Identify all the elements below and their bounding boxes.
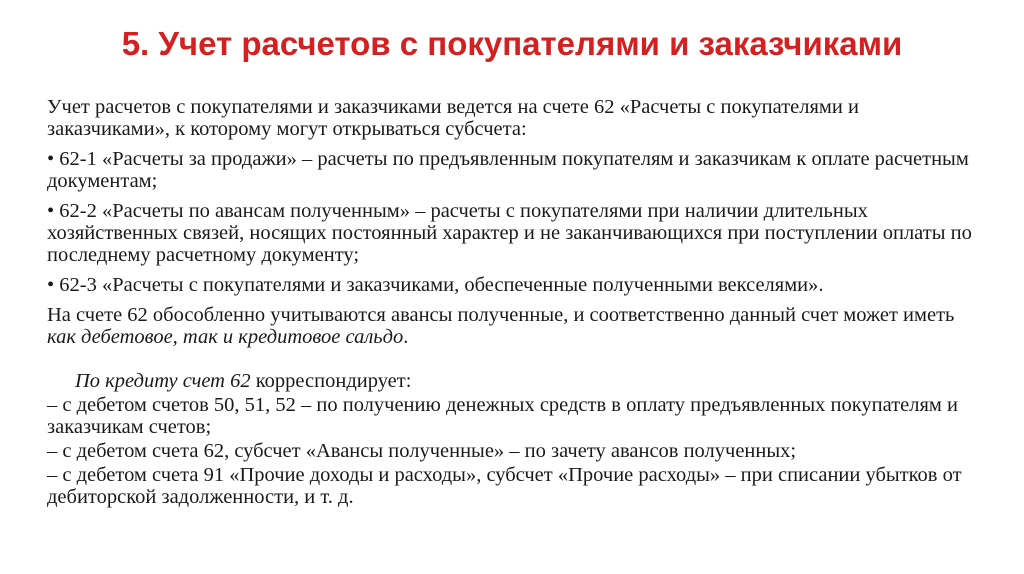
credit-italic: По кредиту счет 62 xyxy=(75,370,251,392)
separate-italic: как дебетовое, так и кредитовое сальдо xyxy=(47,326,404,348)
intro-paragraph: Учет расчетов с покупателями и заказчиками ведется на счете 62 «Расчеты с покупателями и заказчиками», к которому могут открываться субсчета: xyxy=(47,96,859,140)
separate-text: На счете 62 обособленно учитываются авансы полученные, и соответственно данный счет может иметь xyxy=(47,304,955,326)
bullet-62-1: • 62-1 «Расчеты за продажи» – расчеты по предъявленным покупателям и заказчикам к оплате расчетным документам; xyxy=(47,148,969,192)
entry-debit-91: – с дебетом счета 91 «Прочие доходы и расходы», субсчет «Прочие расходы» – при списании убытков от дебиторской задолженности, и т. д. xyxy=(47,464,962,508)
slide-title: 5. Учет расчетов с покупателями и заказчиками xyxy=(121,25,903,62)
entry-debit-62: – с дебетом счета 62, субсчет «Авансы полученные» – по зачету авансов полученных; xyxy=(47,440,797,462)
separate-end: . xyxy=(403,326,409,348)
credit-heading xyxy=(47,370,987,392)
separate-accounting-paragraph xyxy=(47,304,987,348)
slide-body xyxy=(47,96,987,510)
entry-debit-50-51-52: – с дебетом счетов 50, 51, 52 – по получению денежных средств в оплату предъявленных покупателям и заказчикам счетов; xyxy=(47,394,958,438)
credit-text: корреспондирует: xyxy=(250,370,412,392)
bullet-62-2: • 62-2 «Расчеты по авансам полученным» – расчеты с покупателями при наличии длительных хозяйственных связей, носящих постоянный характер и не заканчивающихся при поступлении оплаты по последнему расчетному документу; xyxy=(47,200,972,266)
bullet-62-3: • 62-3 «Расчеты с покупателями и заказчиками, обеспеченные полученными векселями». xyxy=(47,274,824,296)
